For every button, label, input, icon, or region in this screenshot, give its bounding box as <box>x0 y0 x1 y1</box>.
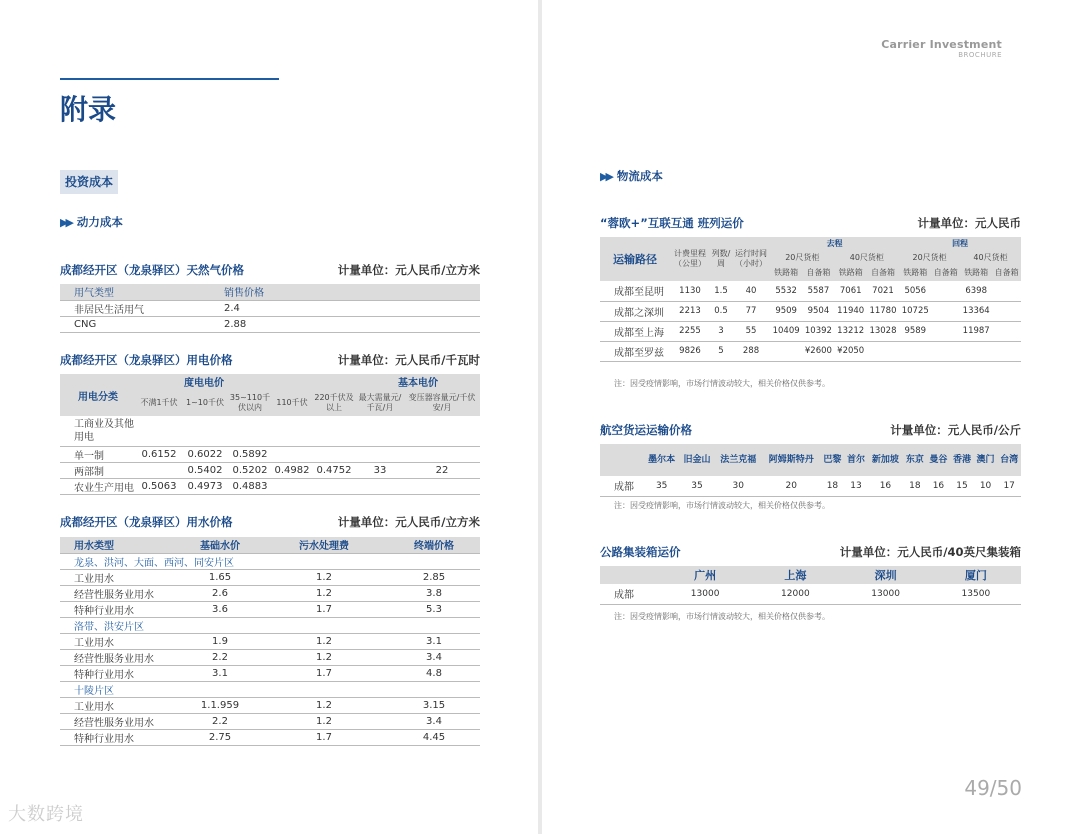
table-cell <box>770 341 802 361</box>
table-subheader-row: 铁路箱 自备箱 铁路箱 自备箱 铁路箱 自备箱 铁路箱 自备箱 <box>774 268 1019 277</box>
column-header: 广州 <box>694 569 717 582</box>
zone-row: 龙泉、洪河、大面、西河、同安片区 <box>60 553 480 569</box>
table-header-row: 用气类型 销售价格 <box>60 284 480 300</box>
table-cell: 77 <box>745 306 757 316</box>
column-header: 东京 <box>905 454 924 465</box>
table-cell: 2255 <box>679 326 701 336</box>
table-cell: 30 <box>732 480 744 491</box>
table-cell: 9826 <box>679 346 701 356</box>
table-header-row: 运输路径 计费里程（公里） 列数/周 运行时间（小时） 去程 回程 <box>613 239 969 268</box>
column-header: 澳门 <box>976 454 995 465</box>
table-cell: 1130 <box>679 285 701 296</box>
column-header: 曼谷 <box>929 454 948 465</box>
table-cell: 5 <box>718 346 724 356</box>
table-cell: 10 <box>979 480 992 491</box>
left-page <box>0 0 538 834</box>
rail-note: 注：因受疫情影响，市场行情波动较大，相关价格仅供参考。 <box>614 379 830 388</box>
table-row: CNG 2.88 <box>60 316 480 332</box>
table-header-row <box>600 444 1021 476</box>
table-cell <box>931 281 960 301</box>
table-cell: 10392 <box>804 326 832 336</box>
table-cell <box>931 321 960 341</box>
table-cell <box>931 301 960 321</box>
zone-row: 洛带、洪安片区 <box>60 617 480 633</box>
table-cell: 11940 <box>837 306 865 316</box>
rail-freight-table <box>600 237 1021 362</box>
table-cell: 3 <box>718 326 724 336</box>
page-title: 附录 <box>60 93 117 126</box>
double-chevron-icon: ▶▶ <box>60 216 71 229</box>
water-table-header: 成都经开区（龙泉驿区）用水价格 计量单位：元人民币/立方米 <box>60 515 480 529</box>
section-chip: 投资成本 <box>60 170 118 194</box>
right-page <box>542 0 1080 834</box>
row-label: 成都至昆明 <box>614 287 664 299</box>
table-row <box>600 281 1021 301</box>
table-row: 经营性服务业用水 2.6 1.2 3.8 <box>60 585 480 601</box>
table-cell: 35 <box>655 480 668 491</box>
table-cell <box>992 341 1021 361</box>
table-cell: 5056 <box>904 285 927 296</box>
table-cell: 13000 <box>871 588 900 599</box>
column-header: 墨尔本 <box>648 454 676 465</box>
power-table-header: 成都经开区（龙泉驿区）用电价格 计量单位：元人民币/千瓦时 <box>60 353 480 367</box>
table-cell: 15 <box>956 480 968 491</box>
table-cell: 11780 <box>869 306 897 316</box>
column-header: 台湾 <box>1000 454 1019 465</box>
table-cell: 7021 <box>872 285 894 296</box>
air-table-header: 航空货运运输价格 计量单位：元人民币/公斤 <box>600 423 1021 437</box>
title-rule <box>60 78 279 80</box>
zone-row: 十陵片区 <box>60 681 480 697</box>
watermark: 大数跨境 <box>8 804 84 825</box>
table-row: 两部制 0.5402 0.5202 0.4982 0.4752 33 22 <box>60 462 480 478</box>
table-cell: 7061 <box>839 285 862 296</box>
table-cell: 20 <box>785 480 797 491</box>
column-header: 法兰克福 <box>720 454 757 465</box>
table-cell: 288 <box>742 346 760 356</box>
column-header: 阿姆斯特丹 <box>768 454 814 465</box>
table-cell: 18 <box>909 480 921 491</box>
table-cell: 9509 <box>775 306 797 316</box>
table-cell: 1.5 <box>714 285 728 296</box>
column-header: 深圳 <box>874 569 897 582</box>
road-note: 注：因受疫情影响，市场行情波动较大，相关价格仅供参考。 <box>614 612 830 621</box>
table-cell: 13000 <box>690 588 720 599</box>
table-row <box>600 321 1021 341</box>
table-cell <box>931 341 960 361</box>
table-cell: 6398 <box>965 285 987 296</box>
table-row: 工业用水 1.65 1.2 2.85 <box>60 569 480 585</box>
table-row: 工商业及其他用电 <box>60 416 480 446</box>
table-cell: 13500 <box>961 588 991 599</box>
table-row <box>600 476 1021 496</box>
page-number: 49/50 <box>964 776 1022 800</box>
table-cell <box>992 321 1021 341</box>
road-freight-table <box>600 566 1021 605</box>
column-header <box>600 444 644 476</box>
table-row: 特种行业用水 3.6 1.7 5.3 <box>60 601 480 617</box>
table-row: 特种行业用水 3.1 1.7 4.8 <box>60 665 480 681</box>
column-header: 巴黎 <box>823 454 842 465</box>
rail-table-header: “蓉欧+”互联互通 班列运价 计量单位：元人民币 <box>600 216 1021 230</box>
column-header: 旧金山 <box>683 454 711 465</box>
table-cell: 40 <box>745 285 757 296</box>
row-label: 成都 <box>614 482 634 494</box>
table-header-row: 用水类型 基础水价 污水处理费 终端价格 <box>60 537 480 553</box>
table-cell: 16 <box>932 480 945 491</box>
table-cell: 17 <box>1003 480 1015 491</box>
table-cell <box>992 301 1021 321</box>
table-subheader-row: 20尺货柜 40尺货柜 20尺货柜 40尺货柜 <box>785 253 1008 262</box>
table-cell: 55 <box>745 326 757 336</box>
table-cell: 5532 <box>775 285 797 296</box>
row-label: 成都之深圳 <box>614 307 664 319</box>
table-cell: ¥2050 <box>837 346 865 356</box>
table-cell: 9589 <box>904 326 927 336</box>
table-cell: 10409 <box>772 326 800 336</box>
table-row <box>600 341 1021 361</box>
table-cell: ¥2600 <box>804 346 832 356</box>
brand-header: Carrier Investment BROCHURE <box>881 38 1002 59</box>
column-header: 首尔 <box>846 454 865 465</box>
table-cell: 13212 <box>837 326 865 336</box>
table-subheader-row: 不满1千伏 1~10千伏 35~110千伏以内 110千伏 220千伏及以上 最大需量元/千瓦/月 变压器容量元/千伏安/月 <box>60 389 480 416</box>
table-cell: 12000 <box>781 588 810 599</box>
gas-price-table <box>60 284 480 333</box>
table-cell: 13364 <box>962 306 990 316</box>
column-header: 厦门 <box>964 569 987 582</box>
column-header: 新加坡 <box>871 454 899 465</box>
table-row <box>600 584 1021 604</box>
table-cell: 16 <box>879 480 892 491</box>
table-cell: 13 <box>850 480 862 491</box>
table-cell: 5587 <box>807 285 830 296</box>
water-price-table <box>60 537 480 746</box>
air-note: 注：因受疫情影响，市场行情波动较大，相关价格仅供参考。 <box>614 501 830 510</box>
table-cell: 35 <box>691 480 703 491</box>
subsection-power-cost: ▶▶ 动力成本 <box>60 215 123 229</box>
table-row: 工业用水 1.9 1.2 3.1 <box>60 633 480 649</box>
subsection-logistics-cost: ▶▶ 物流成本 <box>600 169 663 183</box>
table-row: 非居民生活用气 2.4 <box>60 300 480 316</box>
table-row: 农业生产用电 0.5063 0.4973 0.4883 <box>60 478 480 494</box>
table-cell: 18 <box>826 480 839 491</box>
table-row: 特种行业用水 2.75 1.7 4.45 <box>60 729 480 745</box>
table-row: 工业用水 1.1.959 1.2 3.15 <box>60 697 480 713</box>
air-freight-table <box>600 444 1021 497</box>
table-cell <box>960 341 992 361</box>
table-cell: 13028 <box>869 326 897 336</box>
table-row <box>600 301 1021 321</box>
table-cell: 0.5 <box>714 306 728 316</box>
table-cell: 11987 <box>962 326 990 336</box>
gas-table-header: 成都经开区（龙泉驿区）天然气价格 计量单位：元人民币/立方米 <box>60 263 480 277</box>
column-header: 上海 <box>784 569 807 582</box>
table-cell <box>899 341 931 361</box>
table-cell: 10725 <box>901 306 929 316</box>
table-row: 单一制 0.6152 0.6022 0.5892 <box>60 446 480 462</box>
table-cell: 2213 <box>679 306 701 316</box>
table-cell <box>992 281 1021 301</box>
row-label: 成都至罗兹 <box>614 347 664 359</box>
road-table-header: 公路集装箱运价 计量单位：元人民币/40英尺集装箱 <box>600 545 1021 559</box>
table-row: 经营性服务业用水 2.2 1.2 3.4 <box>60 713 480 729</box>
table-cell <box>867 341 899 361</box>
table-header-row: 用电分类 度电电价 基本电价 <box>60 374 480 389</box>
table-row: 经营性服务业用水 2.2 1.2 3.4 <box>60 649 480 665</box>
column-header: 香港 <box>952 454 971 465</box>
table-cell: 9504 <box>807 306 830 316</box>
column-header <box>600 566 660 584</box>
double-chevron-icon: ▶▶ <box>600 170 611 183</box>
row-label: 成都 <box>614 590 634 602</box>
power-price-table <box>60 374 480 495</box>
row-label: 成都至上海 <box>614 327 664 339</box>
table-header-row <box>600 566 1021 584</box>
